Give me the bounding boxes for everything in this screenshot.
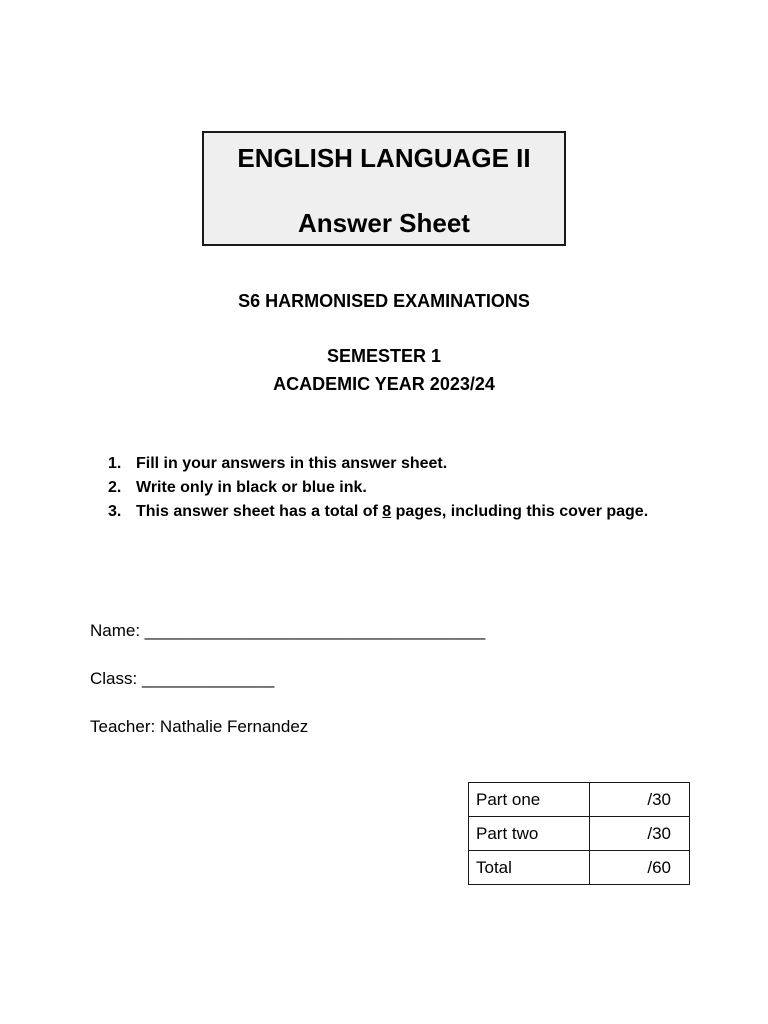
instruction-number: 1. — [108, 455, 122, 472]
instruction-number: 2. — [108, 479, 122, 496]
semester-heading: SEMESTER 1 — [326, 346, 442, 366]
teacher-field: Teacher: Nathalie Fernandez — [90, 717, 309, 736]
academic-year-heading: ACADEMIC YEAR 2023/24 — [273, 374, 495, 394]
score-label: Part two — [469, 817, 590, 851]
instruction-item — [108, 452, 668, 476]
instruction-text-before: This answer sheet has a total of — [136, 503, 383, 520]
instruction-text-after: pages, including this cover page. — [391, 503, 649, 520]
table-row — [469, 817, 690, 851]
score-table — [468, 782, 690, 885]
name-field[interactable]: Name: ____________________________________ — [90, 621, 486, 640]
score-label: Part one — [469, 783, 590, 817]
score-mark[interactable]: /30 — [590, 783, 690, 817]
instruction-item — [108, 476, 668, 500]
score-mark[interactable]: /30 — [590, 817, 690, 851]
instruction-item — [108, 500, 668, 524]
class-field[interactable]: Class: ______________ — [90, 669, 275, 688]
exam-heading: S6 HARMONISED EXAMINATIONS — [238, 291, 530, 311]
instruction-text: Write only in black or blue ink. — [136, 479, 367, 496]
page-count: 8 — [382, 503, 392, 520]
score-label: Total — [469, 851, 590, 885]
instructions-list — [108, 452, 668, 524]
instruction-text: Fill in your answers in this answer sheet. — [136, 455, 448, 472]
table-row — [469, 851, 690, 885]
subject-title: ENGLISH LANGUAGE II — [237, 143, 531, 173]
score-mark[interactable]: /60 — [590, 851, 690, 885]
instruction-number: 3. — [108, 503, 122, 520]
document-title: Answer Sheet — [298, 208, 470, 238]
title-box — [202, 131, 566, 246]
instruction-text — [136, 503, 648, 520]
table-row — [469, 783, 690, 817]
